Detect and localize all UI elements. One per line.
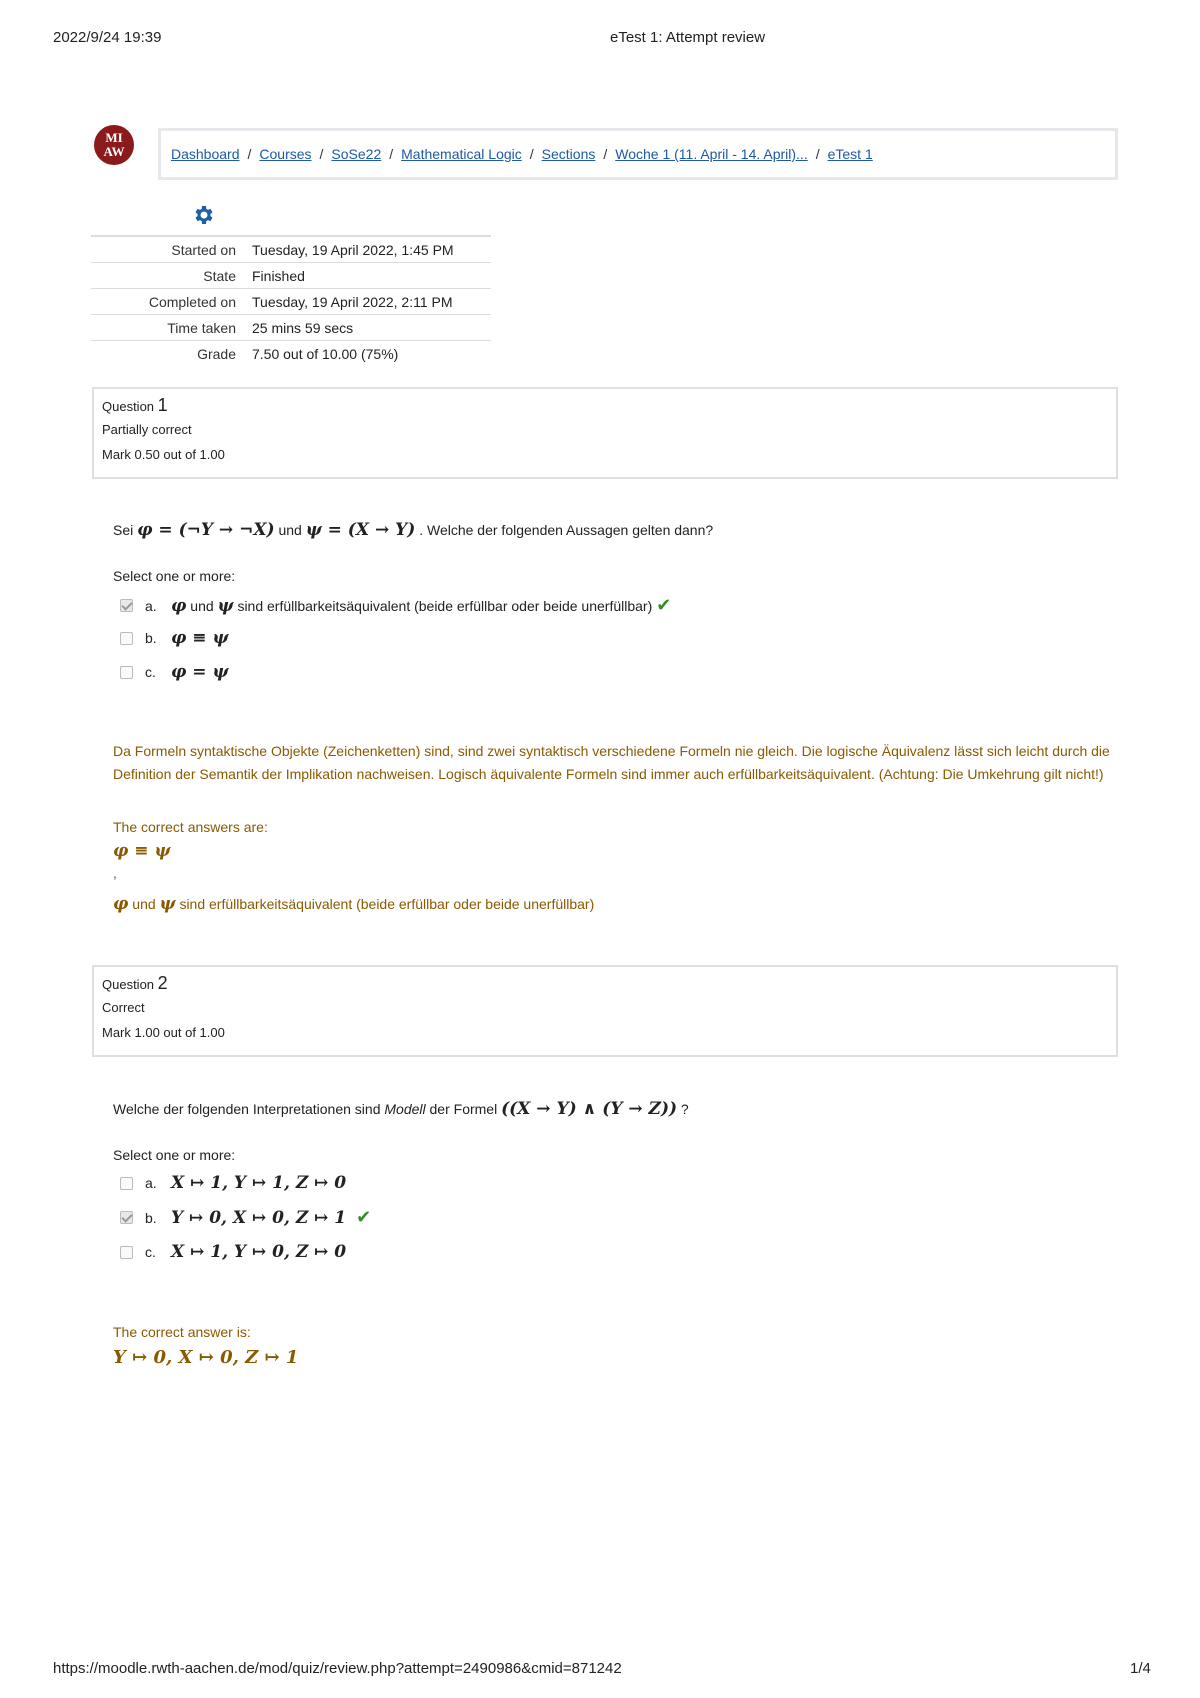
summary-row [91, 236, 491, 263]
question-status: Correct [102, 1000, 145, 1015]
summary-value: 7.50 out of 10.00 (75%) [252, 341, 491, 367]
summary-value: 25 mins 59 secs [252, 315, 491, 341]
breadcrumb-dashboard[interactable]: Dashboard [171, 146, 240, 162]
formula-psi: ψ = (X → Y) [305, 520, 416, 540]
breadcrumb-separator: / [529, 146, 534, 162]
correct-answer-2: φ und ψ sind erfüllbarkeitsäquivalent (beide erfüllbar oder beide unerfüllbar) [113, 894, 595, 914]
correct-answer-separator: , [113, 865, 117, 881]
site-logo[interactable] [94, 125, 134, 165]
answer-checkbox[interactable] [120, 666, 133, 679]
question-1-info [92, 387, 1118, 479]
summary-value: Tuesday, 19 April 2022, 2:11 PM [252, 289, 491, 315]
summary-row [91, 289, 491, 315]
formula-model: ((X → Y) ∧ (Y → Z)) [501, 1099, 678, 1119]
question-status: Partially correct [102, 422, 192, 437]
breadcrumb-sections[interactable]: Sections [541, 146, 596, 162]
answer-checkbox[interactable] [120, 1246, 133, 1259]
summary-label: State [91, 263, 252, 289]
print-title: eTest 1: Attempt review [610, 29, 766, 46]
question-mark: Mark 1.00 out of 1.00 [102, 1025, 225, 1040]
breadcrumb-separator: / [319, 146, 324, 162]
logo-text: MI AW [103, 130, 125, 159]
breadcrumb-separator: / [815, 146, 820, 162]
breadcrumb-separator: / [603, 146, 608, 162]
breadcrumb-separator: / [389, 146, 394, 162]
summary-label: Started on [91, 236, 252, 263]
correct-answer: Y ↦ 0, X ↦ 0, Z ↦ 1 [113, 1347, 299, 1368]
answer-option[interactable]: b. Y ↦ 0, X ↦ 0, Z ↦ 1 ✔ [120, 1207, 371, 1228]
breadcrumb-etest[interactable]: eTest 1 [827, 146, 873, 162]
answer-checkbox[interactable] [120, 632, 133, 645]
correct-answer-1: φ ≡ ψ [113, 841, 171, 861]
question-2-info [92, 965, 1118, 1057]
question-mark: Mark 0.50 out of 1.00 [102, 447, 225, 462]
breadcrumb-sose22[interactable]: SoSe22 [331, 146, 382, 162]
general-feedback: Da Formeln syntaktische Objekte (Zeichenketten) sind, sind zwei syntaktisch verschiedene Formeln nie gleich. Die logische Äquivalenz lässt sich leicht durch die Definition der Semantik der Implikation nachweisen. Logisch äquivalente Formeln sind immer auch erfüllbarkeitsäquivalent. (Achtung: Die Umkehrung gilt nicht!) [113, 743, 1110, 782]
check-icon: ✔ [656, 595, 672, 615]
breadcrumb [158, 128, 1118, 180]
breadcrumb-course[interactable]: Mathematical Logic [401, 146, 522, 162]
summary-label: Completed on [91, 289, 252, 315]
answer-option[interactable]: a. X ↦ 1, Y ↦ 1, Z ↦ 0 [120, 1173, 346, 1193]
answer-option[interactable]: c. φ = ψ [120, 662, 228, 682]
summary-value: Tuesday, 19 April 2022, 1:45 PM [252, 236, 491, 263]
summary-label: Grade [91, 341, 252, 367]
print-page-number: 1/4 [1130, 1660, 1151, 1677]
check-icon: ✔ [356, 1207, 372, 1227]
correct-answers-label: The correct answers are: [113, 819, 268, 835]
question-number: Question 2 [102, 973, 168, 993]
answer-option[interactable]: a. φ und ψ sind erfüllbarkeitsäquivalent (beide erfüllbar oder beide unerfüllbar) ✔ [120, 595, 671, 616]
answer-option[interactable]: b. φ ≡ ψ [120, 628, 228, 648]
answer-checkbox[interactable] [120, 1177, 133, 1190]
attempt-summary-table [91, 235, 491, 366]
summary-row [91, 341, 491, 367]
summary-row [91, 263, 491, 289]
print-datetime: 2022/9/24 19:39 [53, 29, 162, 46]
breadcrumb-separator: / [247, 146, 252, 162]
select-label: Select one or more: [113, 1147, 236, 1163]
gear-icon[interactable] [192, 203, 218, 229]
question-2-text: Welche der folgenden Interpretationen sind Modell der Formel ((X → Y) ∧ (Y → Z)) ? [113, 1099, 689, 1119]
correct-answer-label: The correct answer is: [113, 1324, 251, 1340]
summary-row [91, 315, 491, 341]
print-url: https://moodle.rwth-aachen.de/mod/quiz/review.php?attempt=2490986&cmid=871242 [53, 1660, 622, 1677]
select-label: Select one or more: [113, 568, 236, 584]
summary-value: Finished [252, 263, 491, 289]
summary-label: Time taken [91, 315, 252, 341]
question-number: Question 1 [102, 395, 168, 415]
breadcrumb-week[interactable]: Woche 1 (11. April - 14. April)... [615, 146, 808, 162]
answer-checkbox[interactable] [120, 1211, 133, 1224]
formula-phi: φ = (¬Y → ¬X) [137, 520, 275, 540]
question-1-text: Sei φ = (¬Y → ¬X) und ψ = (X → Y) . Welche der folgenden Aussagen gelten dann? [113, 520, 714, 540]
answer-checkbox[interactable] [120, 599, 133, 612]
answer-option[interactable]: c. X ↦ 1, Y ↦ 0, Z ↦ 0 [120, 1242, 346, 1262]
breadcrumb-courses[interactable]: Courses [259, 146, 312, 162]
